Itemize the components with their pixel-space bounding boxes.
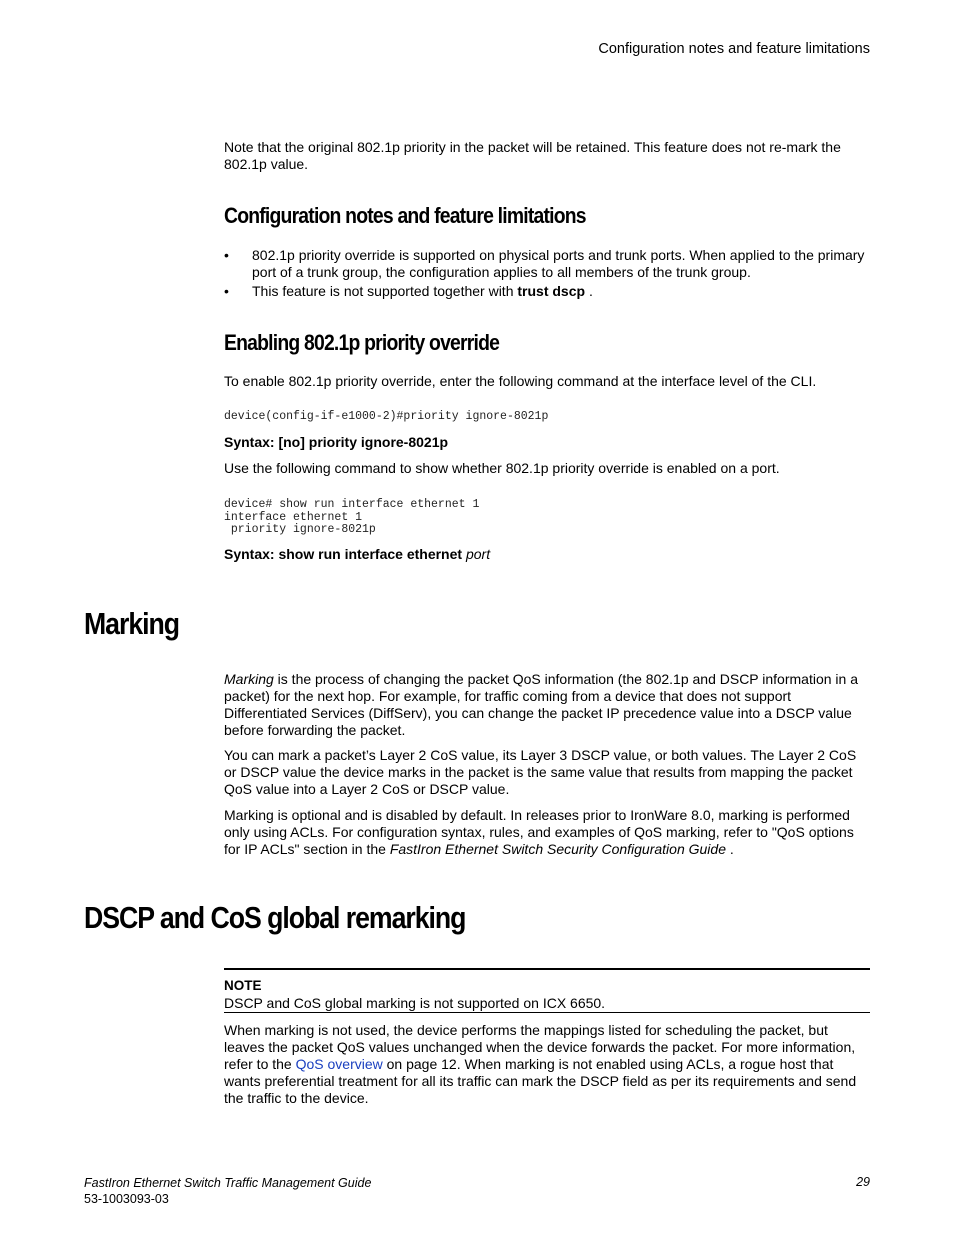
- marking-paragraph-2: You can mark a packet’s Layer 2 CoS value, its Layer 3 DSCP value, or both values. The Layer 2 CoS or DSCP value the device marks in the packet is the same value that results from mapping the packet QoS value into a Layer 2 CoS or DSCP value.: [224, 747, 857, 797]
- syntax-italic-arg: port: [465, 546, 491, 562]
- footer: [84, 1175, 371, 1207]
- bullet-item-trunk-support: 802.1p priority override is supported on physical ports and trunk ports. When applied to the primary port of a trunk group, the configuration applies to all members of the trunk group.: [252, 247, 865, 280]
- note-top-rule: [224, 968, 870, 970]
- section-heading-config-notes: Configuration notes and feature limitations: [224, 203, 586, 228]
- footer-doc-number: 53-1003093-03: [84, 1192, 169, 1206]
- dscp-p-start: When marking is not used, the device performs the mappings listed for scheduling the packet, but leaves the packet QoS values unchanged when the device forwards the packet. For more information, refer to the: [224, 1022, 856, 1072]
- bullet-bold-term: trust dscp: [517, 283, 586, 299]
- guide-title-reference: FastIron Ethernet Switch Security Configuration Guide: [389, 841, 726, 857]
- marking-p3-end: .: [725, 841, 734, 857]
- marking-p1-rest: is the process of changing the packet QoS information (the 802.1p and DSCP information in a packet) for the next hop. For example, for traffic coming from a device that does not support Differentiated Services (DiffServ), you can change the packet IP precedence value into a DSCP value before forwarding the packet.: [224, 671, 858, 738]
- note-bottom-rule: [224, 1012, 870, 1013]
- bullet-marker: •: [224, 283, 229, 299]
- footer-guide-title: FastIron Ethernet Switch Traffic Management Guide: [84, 1176, 372, 1190]
- bullet-end: .: [585, 283, 593, 299]
- syntax-line-show-run: [224, 546, 490, 562]
- running-header: Configuration notes and feature limitations: [598, 41, 870, 57]
- chapter-heading-dscp: DSCP and CoS global remarking: [84, 900, 466, 935]
- intro-paragraph: Note that the original 802.1p priority in the packet will be retained. This feature does not re-mark the 802.1p value.: [224, 139, 841, 172]
- syntax-line-priority: Syntax: [no] priority ignore-8021p: [224, 434, 449, 450]
- marking-paragraph-1: [224, 671, 870, 739]
- note-text: DSCP and CoS global marking is not supported on ICX 6650.: [224, 995, 606, 1011]
- page-number: 29: [856, 1175, 870, 1189]
- marking-p3-start: Marking is optional and is disabled by default. In releases prior to IronWare 8.0, marking is performed only using ACLs. For configuration syntax, rules, and examples of QoS marking, refer to "QoS options for IP ACLs" section in the: [224, 807, 854, 857]
- marking-paragraph-3: [224, 807, 870, 858]
- bullet-text: This feature is not supported together with: [252, 283, 514, 299]
- section-heading-enabling: Enabling 802.1p priority override: [224, 330, 500, 355]
- dscp-paragraph: [224, 1022, 870, 1107]
- qos-overview-link[interactable]: QoS overview: [295, 1056, 383, 1072]
- code-block-show-run: device# show run interface ethernet 1 interface ethernet 1 priority ignore-8021p: [224, 498, 480, 536]
- chapter-heading-marking: Marking: [84, 606, 180, 641]
- enabling-paragraph-1: To enable 802.1p priority override, enter the following command at the interface level of the CLI.: [224, 373, 817, 389]
- code-block-priority-ignore: device(config-if-e1000-2)#priority ignore-8021p: [224, 410, 549, 423]
- bullet-marker: •: [224, 247, 229, 263]
- bullet-item-trust-dscp: [252, 283, 870, 300]
- marking-term: Marking: [224, 671, 274, 687]
- syntax-bold: Syntax: show run interface ethernet: [224, 546, 463, 562]
- enabling-paragraph-2: Use the following command to show whether 802.1p priority override is enabled on a port.: [224, 460, 780, 476]
- note-label: NOTE: [224, 978, 262, 993]
- dscp-p-end: on page 12. When marking is not enabled using ACLs, a rogue host that wants preferential treatment for all its traffic can mark the DSCP field as per its requirements and send the traffic to the device.: [224, 1056, 857, 1106]
